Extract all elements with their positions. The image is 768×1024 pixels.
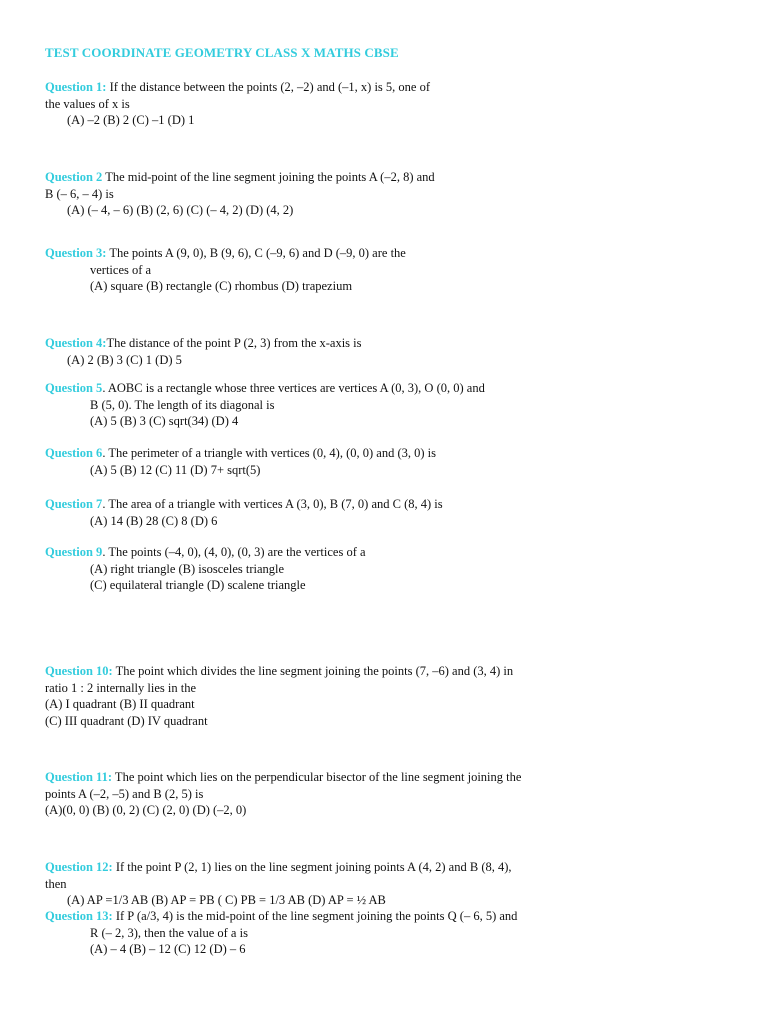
question-label: Question 5 [45,381,103,395]
question-12: Question 12: If the point P (2, 1) lies on the line segment joining points A (4, 2) and B (8, 4), then (A) AP =1/3 AB (B) AP = PB ( C) PB = 1/3 AB (D) AP = ½ AB [45,860,512,908]
question-label: Question 7 [45,497,103,511]
question-label: Question 10: [45,664,113,678]
question-label: Question 6 [45,446,103,460]
question-label: Question 9 [45,545,103,559]
question-11: Question 11: The point which lies on the perpendicular bisector of the line segment joining the points A (–2, –5) and B (2, 5) is (A)(0, 0) (B) (0, 2) (C) (2, 0) (D) (–2, 0) [45,770,522,818]
question-7: Question 7. The area of a triangle with vertices A (3, 0), B (7, 0) and C (8, 4) is (A) 14 (B) 28 (C) 8 (D) 6 [45,497,443,528]
question-1: Question 1: If the distance between the points (2, –2) and (–1, x) is 5, one of the values of x is (A) –2 (B) 2 (C) –1 (D) 1 [45,80,430,128]
question-label: Question 2 [45,170,103,184]
question-10: Question 10: The point which divides the line segment joining the points (7, –6) and (3, 4) in ratio 1 : 2 internally lies in the (A) I quadrant (B) II quadrant (C) III quadrant (D) IV quadrant [45,664,514,728]
question-4: Question 4:The distance of the point P (2, 3) from the x-axis is (A) 2 (B) 3 (C) 1 (D) 5 [45,336,362,367]
question-label: Question 3: [45,246,107,260]
question-2: Question 2 The mid-point of the line segment joining the points A (–2, 8) and B (– 6, – 4) is (A) (– 4, – 6) (B) (2, 6) (C) (– 4, 2) (D) (4, 2) [45,170,435,218]
question-label: Question 11: [45,770,113,784]
question-label: Question 13: [45,909,113,923]
question-5: Question 5. AOBC is a rectangle whose three vertices are vertices A (0, 3), O (0, 0) and B (5, 0). The length of its diagonal is (A) 5 (B) 3 (C) sqrt(34) (D) 4 [45,381,485,429]
page-title: TEST COORDINATE GEOMETRY CLASS X MATHS CBSE [45,45,399,60]
question-9: Question 9. The points (–4, 0), (4, 0), (0, 3) are the vertices of a (A) right triangle (B) isosceles triangle (C) equilateral triangle (D) scalene triangle [45,545,366,593]
question-6: Question 6. The perimeter of a triangle with vertices (0, 4), (0, 0) and (3, 0) is (A) 5 (B) 12 (C) 11 (D) 7+ sqrt(5) [45,446,436,477]
question-label: Question 12: [45,860,113,874]
question-13: Question 13: If P (a/3, 4) is the mid-point of the line segment joining the points Q (– 6, 5) and R (– 2, 3), then the value of a is (A) – 4 (B) – 12 (C) 12 (D) – 6 [45,909,518,957]
question-label: Question 4: [45,336,107,350]
question-label: Question 1: [45,80,107,94]
question-3: Question 3: The points A (9, 0), B (9, 6), C (–9, 6) and D (–9, 0) are the vertices of a (A) square (B) rectangle (C) rhombus (D) trapezium [45,246,406,294]
